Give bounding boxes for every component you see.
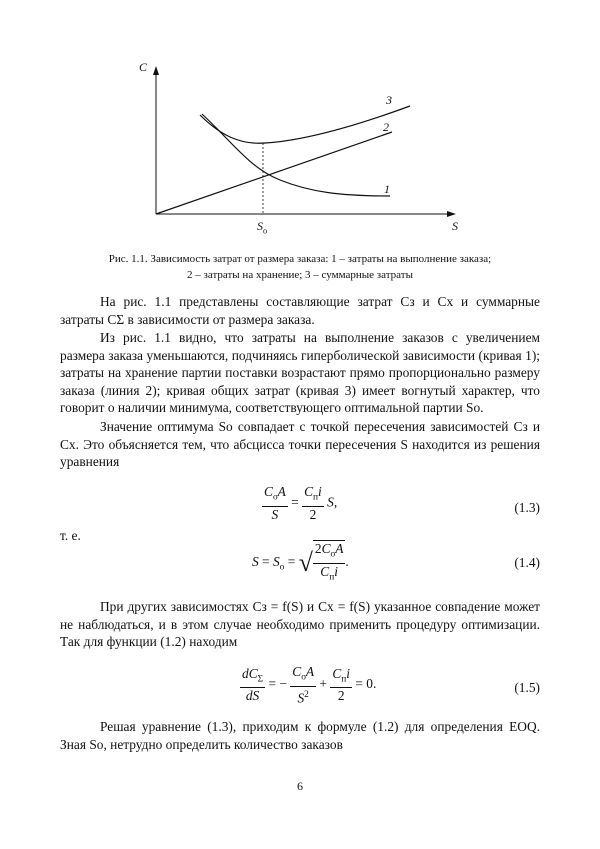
paragraph-1 [60,293,540,328]
equation-1-3: $\frac{C_оA}{S}$ = $\frac{C_пi}{2}$ S, [264,484,338,522]
paragraph-5 [60,718,540,753]
paragraph-5-text: Решая уравнение (1.3), приходим к формуле (1.2) для определения EOQ. Зная Sо, нетрудно определить количество заказов [60,719,540,752]
caption-line-1: Рис. 1.1. Зависимость затрат от размера заказа: 1 – затраты на выполнение заказа; [108,253,492,265]
paragraph-4-text: При других зависимостях Cз = f(S) и Cх = f(S) указанное совпадение может не наблюдаться, и в этом случае необходимо применить процедуру оптимизации. Так для функции (1.2) находим [60,599,540,650]
paragraph-3-text: Значение оптимума Sо совпадает с точкой пересечения зависимостей Cз и Cх. Это объясняется тем, что абсцисса точки пересечения S находится из решения уравнения [60,419,540,470]
equation-1-4-number: (1.4) [514,555,540,570]
caption-line-2: 2 – затраты на хранение; 3 – суммарные затраты [187,269,413,281]
curve-3-total [200,106,410,143]
x-axis-label: S [452,219,458,233]
figure-caption [60,251,540,283]
x-axis-arrow [447,211,456,217]
curve-3-label: 3 [386,93,392,107]
curve-2-holding [156,132,392,214]
paragraph-2-text: Из рис. 1.1 видно, что затраты на выполнение заказов с увеличением размера заказа уменьшаются, подчиняясь гиперболической зависимости (кривая 1); затраты на хранение партии поставки возрастают прямо пропорционально размеру заказа (линия 2); кривая общих затрат (кривая 3) имеет вогнутый характер, что говорит о наличии минимума, соответствующего оптимальной партии Sо. [60,330,540,416]
equation-1-5-number: (1.5) [514,680,540,695]
paragraph-4 [60,598,540,651]
paragraph-ie [60,527,120,545]
curve-1-label: 1 [384,182,390,196]
cost-chart-svg [120,50,480,250]
paragraph-2 [60,329,540,417]
optimum-label: $S_о$ [257,219,268,236]
curve-2-label: 2 [383,120,389,134]
equation-1-5: $\frac{dC_\Sigma}{dS}$ = − $\frac{C_оA}{S^2}$ + $\frac{C_пi}{2}$ = 0. [242,664,377,706]
cost-figure [120,50,480,250]
ie-text: т. е. [60,528,81,543]
equation-1-4: $S = S_о$ = √ $\frac{2C_оA}{C_пi}$ . [252,540,349,585]
paragraph-3 [60,418,540,471]
y-axis-label: C [139,60,148,74]
curve-1-ordering [202,114,390,196]
y-axis-arrow [153,66,159,75]
equation-1-3-number: (1.3) [514,500,540,515]
page-number: 6 [297,779,303,793]
paragraph-1-text: На рис. 1.1 представлены составляющие затрат Cз и Cх и суммарные затраты CΣ в зависимости от размера заказа. [60,294,540,327]
